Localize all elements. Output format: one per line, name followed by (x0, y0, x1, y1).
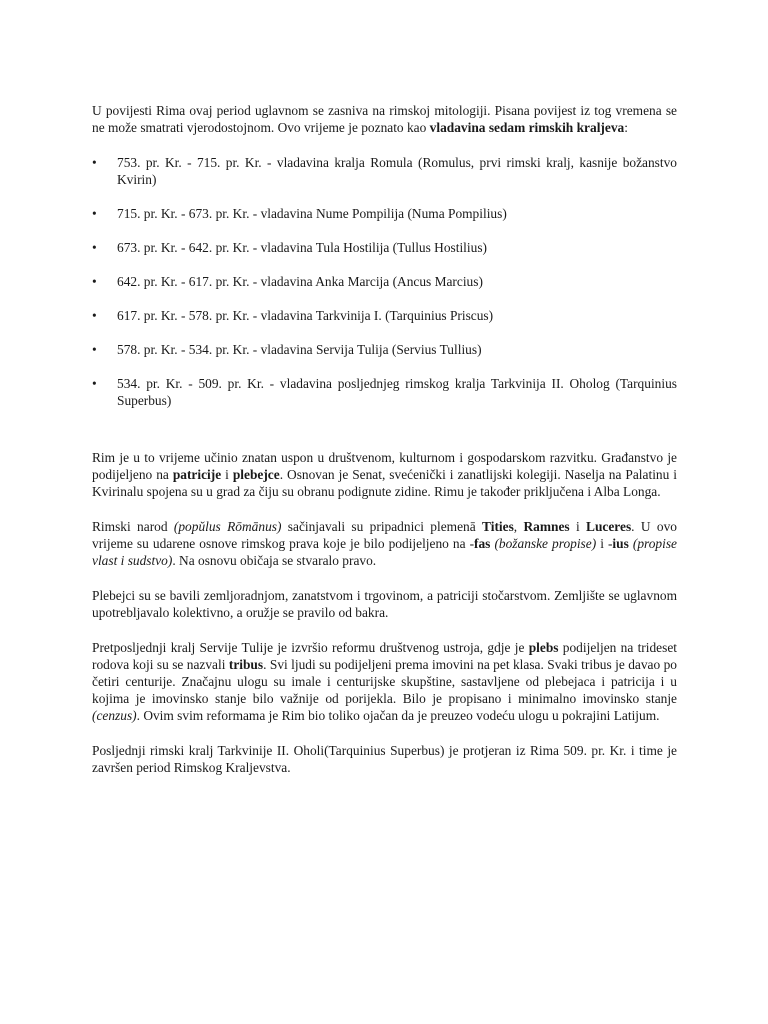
list-item (92, 341, 677, 358)
bold-tribus: tribus (228, 657, 264, 672)
bullet-icon: • (92, 308, 97, 323)
list-item-text: 753. pr. Kr. - 715. pr. Kr. - vladavina kralja Romula (Romulus, prvi rimski kralj, kasnije božanstvo Kvirin) (117, 155, 677, 187)
list-item (92, 154, 677, 188)
text-run: i (221, 467, 233, 482)
italic-populus: (popŭlus Rōmānus) (173, 519, 282, 534)
paragraph-last-king: Posljednji rimski kralj Tarkvinije II. Oholi(Tarquinius Superbus) je protjeran iz Rima 509. pr. Kr. i time je završen period Rimskog Kraljevstva. (92, 743, 677, 775)
bullet-icon: • (92, 342, 97, 357)
text-run: Rimski narod (92, 519, 174, 534)
text-run: Pretposljednji kralj Servije Tulije je izvršio reformu društvenog ustroja, gdje je (92, 640, 529, 655)
paragraph-people (92, 518, 677, 569)
intro-paragraph (92, 102, 677, 136)
bold-fas: fas (474, 536, 491, 551)
italic-cenzus: (cenzus) (92, 708, 137, 723)
text-run: . Ovim svim reformama je Rim bio toliko ojačan da je preuzeo vodeću ulogu u pokrajini Latijum. (136, 708, 660, 723)
text-run: sačinjavali su pripadnici plemenā (281, 519, 483, 534)
text-run: Rim je u to vrijeme učinio znatan uspon u društvenom, kulturnom i gospodarskom razvitku. Građanstvo je podijeljeno na (92, 450, 677, 482)
paragraph-reform (92, 639, 677, 724)
italic-bozanske-propise: (božanske propise) (494, 536, 597, 551)
bullet-icon: • (92, 274, 97, 289)
list-item-text: 534. pr. Kr. - 509. pr. Kr. - vladavina posljednjeg rimskog kralja Tarkvinija II. Oholog (Tarquinius Superbus) (117, 376, 677, 408)
text-run: podijeljen na trideset rodova koji su se nazvali (92, 640, 677, 672)
bold-patricije: patricije (172, 467, 222, 482)
text-run: . Osnovan je Senat, svećenički i zanatlijski kolegiji. Naselja na Palatinu i Kvirinalu spojena su u grad za čiju su obranu podignute zidine. Rimu je također priključena i Alba Longa. (92, 467, 677, 499)
paragraph-growth (92, 449, 677, 500)
italic-propise-vlast: (propise vlast i sudstvo) (92, 536, 677, 568)
text-run: , (513, 519, 524, 534)
text-run: i (569, 519, 587, 534)
list-item-text: 617. pr. Kr. - 578. pr. Kr. - vladavina Tarkvinija I. (Tarquinius Priscus) (117, 308, 494, 323)
kings-list (92, 154, 677, 409)
intro-text: U povijesti Rima ovaj period uglavnom se zasniva na rimskoj mitologiji. Pisana povijest iz tog vremena se ne može smatrati vjerodostojnom. Ovo vrijeme je poznato kao (92, 103, 677, 135)
list-item (92, 375, 677, 409)
paragraph-occupations: Plebejci su se bavili zemljoradnjom, zanatstvom i trgovinom, a patriciji stočarstvom. Zemljište se uglavnom upotrebljavalo kolektivno, a oružje se pravilo od bakra. (92, 588, 677, 620)
bold-tities: Tities (482, 519, 514, 534)
text-run: i - (596, 536, 613, 551)
bold-luceres: Luceres (586, 519, 632, 534)
list-item-text: 715. pr. Kr. - 673. pr. Kr. - vladavina Nume Pompilija (Numa Pompilius) (117, 206, 507, 221)
bullet-icon: • (92, 240, 97, 255)
list-item-text: 673. pr. Kr. - 642. pr. Kr. - vladavina Tula Hostilija (Tullus Hostilius) (117, 240, 487, 255)
document-page (92, 102, 677, 794)
list-item (92, 239, 677, 256)
intro-bold-text: vladavina sedam rimskih kraljeva (429, 120, 625, 135)
bullet-icon: • (92, 206, 97, 221)
list-item-text: 642. pr. Kr. - 617. pr. Kr. - vladavina Anka Marcija (Ancus Marcius) (117, 274, 483, 289)
text-run: . Na osnovu običaja se stvaralo pravo. (172, 553, 377, 568)
bold-plebejce: plebejce (232, 467, 280, 482)
list-item-text: 578. pr. Kr. - 534. pr. Kr. - vladavina Servija Tulija (Servius Tullius) (117, 342, 482, 357)
bullet-icon: • (92, 376, 97, 391)
list-item (92, 273, 677, 290)
list-item (92, 307, 677, 324)
bold-ramnes: Ramnes (523, 519, 570, 534)
intro-end: : (624, 120, 628, 135)
text-run: . Svi ljudi su podijeljeni prema imovini na pet klasa. Svaki tribus je davao po četiri centurije. Značajnu ulogu su imale i centurijske skupštine, sastavljene od plebejaca i patricija i u kojima je imovinsko stanje bilo važnije od porijekla. Bilo je propisano i minimalno imovinsko stanje (92, 657, 677, 706)
bold-plebs: plebs (528, 640, 559, 655)
text-run: . U ovo vrijeme su udarene osnove rimskog prava koje je bilo podijeljeno na - (92, 519, 677, 551)
list-item (92, 205, 677, 222)
bold-ius: ius (612, 536, 629, 551)
bullet-icon: • (92, 155, 97, 170)
